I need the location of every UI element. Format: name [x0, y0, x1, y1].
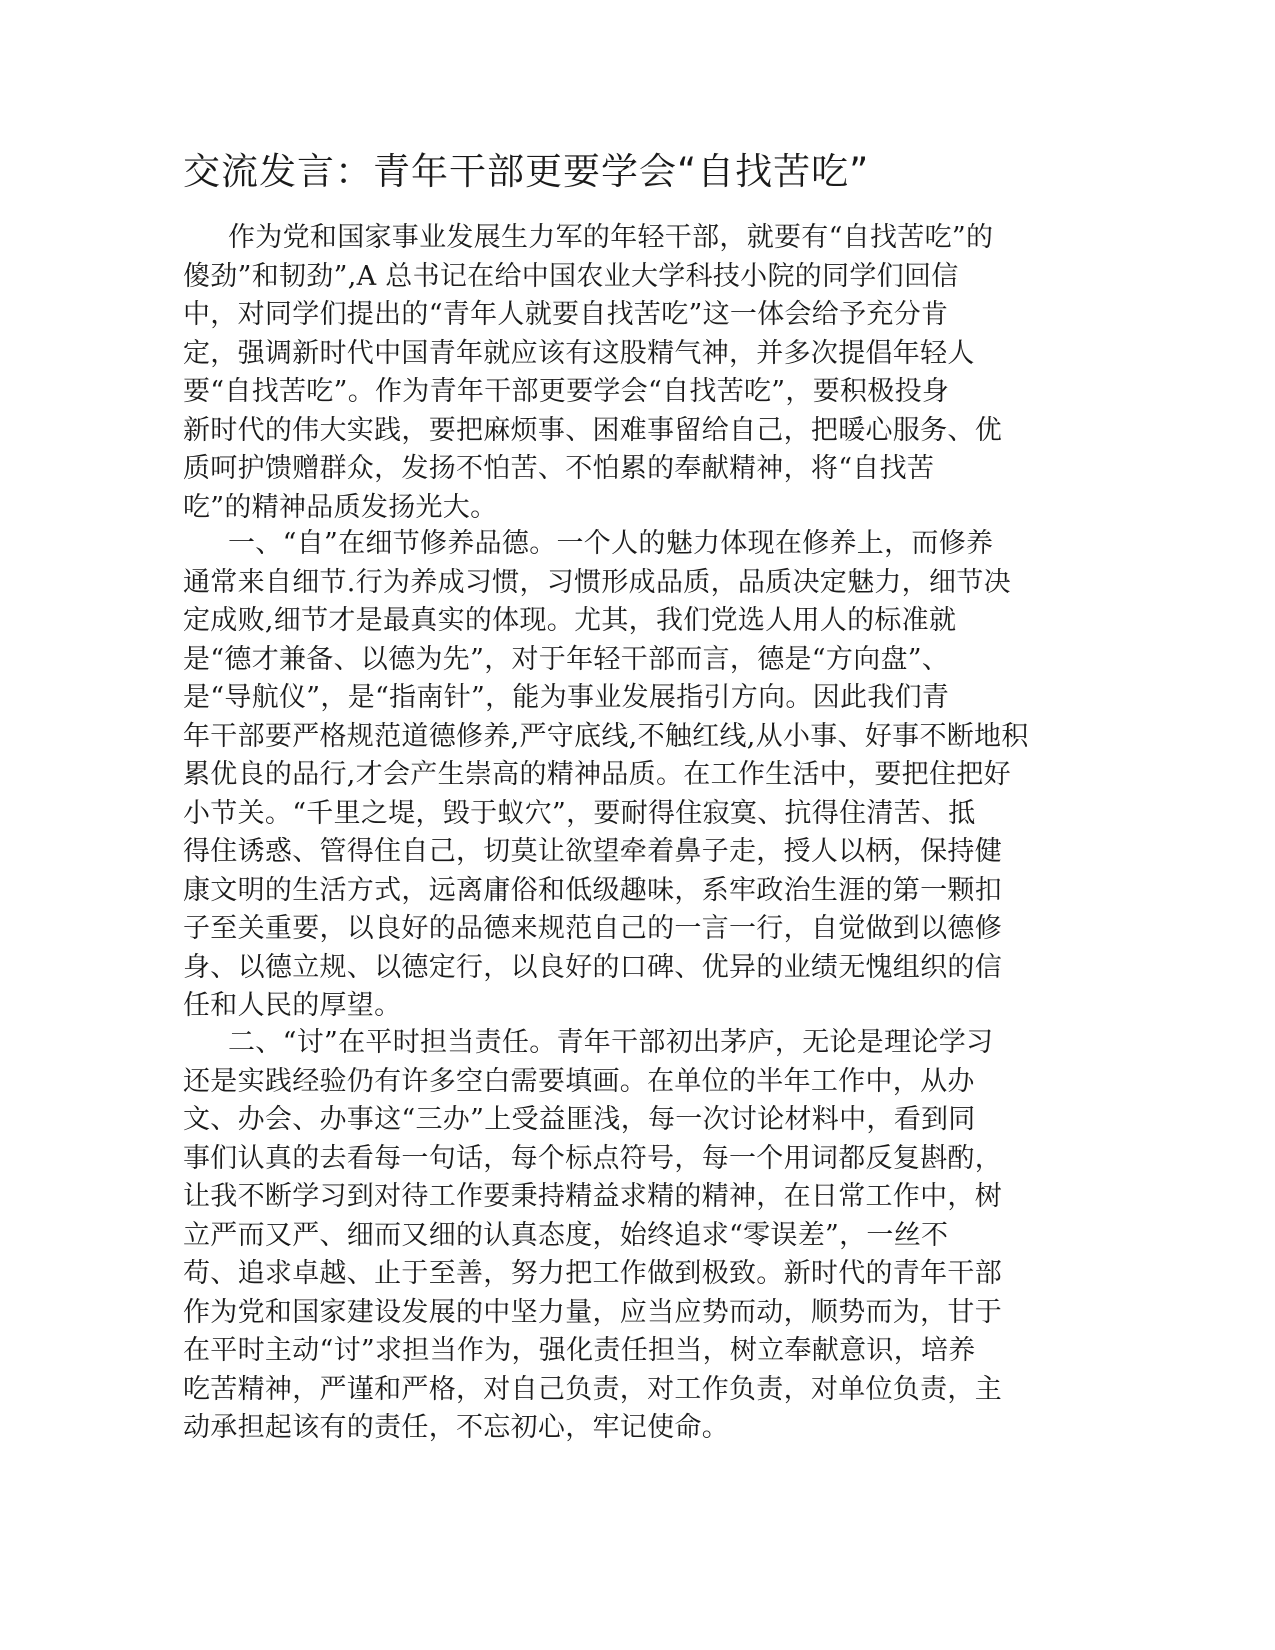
paragraph-line: 事们认真的去看每一句话，每个标点符号，每一个用词都反复斟酌， [183, 1142, 1002, 1174]
paragraph-section-one [183, 525, 1063, 1026]
paragraph-line: 通常来自细节.行为养成习惯，习惯形成品质，品质决定魅力，细节决 [183, 566, 1011, 598]
paragraph-line: 新时代的伟大实践，要把麻烦事、困难事留给自己，把暖心服务、优 [183, 414, 1002, 446]
paragraph-line: 中，对同学们提出的“青年人就要自找苦吃”这一体会给予充分肯 [183, 299, 949, 330]
paragraph-line: 作为党和国家建设发展的中坚力量，应当应势而动，顺势而为，甘于 [183, 1296, 1002, 1328]
paragraph-line: 文、办会、办事这“三办”上受益匪浅，每一次讨论材料中，看到同 [183, 1104, 976, 1135]
paragraph-line: 一、“自”在细节修养品德。一个人的魅力体现在修养上，而修养 [228, 528, 994, 559]
paragraph-line: 作为党和国家事业发展生力军的年轻干部，就要有“自找苦吃”的 [228, 222, 994, 253]
paragraph-line: 吃苦精神，严谨和严格，对自己负责，对工作负责，对单位负责，主 [183, 1373, 1002, 1405]
paragraph-intro [183, 219, 1063, 527]
paragraph-line: 让我不断学习到对待工作要秉持精益求精的精神，在日常工作中，树 [183, 1181, 1002, 1212]
paragraph-line: 小节关。“千里之堤，毁于蚁穴”，要耐得住寂寞、抗得住清苦、抵 [183, 797, 976, 829]
paragraph-line: 傻劲”和韧劲”,A 总书记在给中国农业大学科技小院的同学们回信 [183, 260, 959, 292]
paragraph-line: 质呵护馈赠群众，发扬不怕苦、不怕累的奉献精神，将“自找苦 [183, 453, 935, 484]
paragraph-line: 累优良的品行,才会产生崇高的精神品质。在工作生活中，要把住把好 [183, 759, 1011, 790]
paragraph-section-two [183, 1024, 1063, 1448]
paragraph-line: 子至关重要，以良好的品德来规范自己的一言一行，自觉做到以德修 [183, 913, 1002, 944]
paragraph-line: 年干部要严格规范道德修养,严守底线,不触红线,从小事、好事不断地积 [183, 720, 1029, 752]
paragraph-line: 二、“讨”在平时担当责任。青年干部初出茅庐，无论是理论学习 [228, 1027, 994, 1058]
paragraph-line: 苟、追求卓越、止于至善，努力把工作做到极致。新时代的青年干部 [183, 1258, 1002, 1289]
paragraph-line: 身、以德立规、以德定行，以良好的口碑、优异的业绩无愧组织的信 [183, 951, 1002, 983]
paragraph-line: 要“自找苦吃”。作为青年干部更要学会“自找苦吃”，要积极投身 [183, 376, 950, 407]
paragraph-line: 康文明的生活方式，远离庸俗和低级趣味，系牢政治生涯的第一颗扣 [183, 874, 1002, 906]
paragraph-line: 动承担起该有的责任，不忘初心，牢记使命。 [183, 1412, 729, 1443]
paragraph-line: 是“德才兼备、以德为先”，对于年轻干部而言，德是“方向盘”、 [183, 643, 950, 675]
paragraph-line: 任和人民的厚望。 [183, 990, 402, 1021]
page-title: 交流发言：青年干部更要学会“自找苦吃” [183, 150, 870, 193]
paragraph-line: 定，强调新时代中国青年就应该有这股精气神，并多次提倡年轻人 [183, 337, 975, 369]
paragraph-line: 是“导航仪”，是“指南针”，能为事业发展指引方向。因此我们青 [183, 682, 950, 713]
paragraph-line: 在平时主动“讨”求担当作为，强化责任担当，树立奉献意识，培养 [183, 1335, 976, 1366]
paragraph-line: 得住诱惑、管得住自己，切莫让欲望牵着鼻子走，授人以柄，保持健 [183, 836, 1002, 867]
paragraph-line: 还是实践经验仍有许多空白需要填画。在单位的半年工作中，从办 [183, 1065, 975, 1097]
paragraph-line: 吃”的精神品质发扬光大。 [183, 491, 498, 523]
paragraph-line: 定成败,细节才是最真实的体现。尤其，我们党选人用人的标准就 [183, 605, 957, 636]
paragraph-line: 立严而又严、细而又细的认真态度，始终追求“零误差”，一丝不 [183, 1219, 949, 1251]
